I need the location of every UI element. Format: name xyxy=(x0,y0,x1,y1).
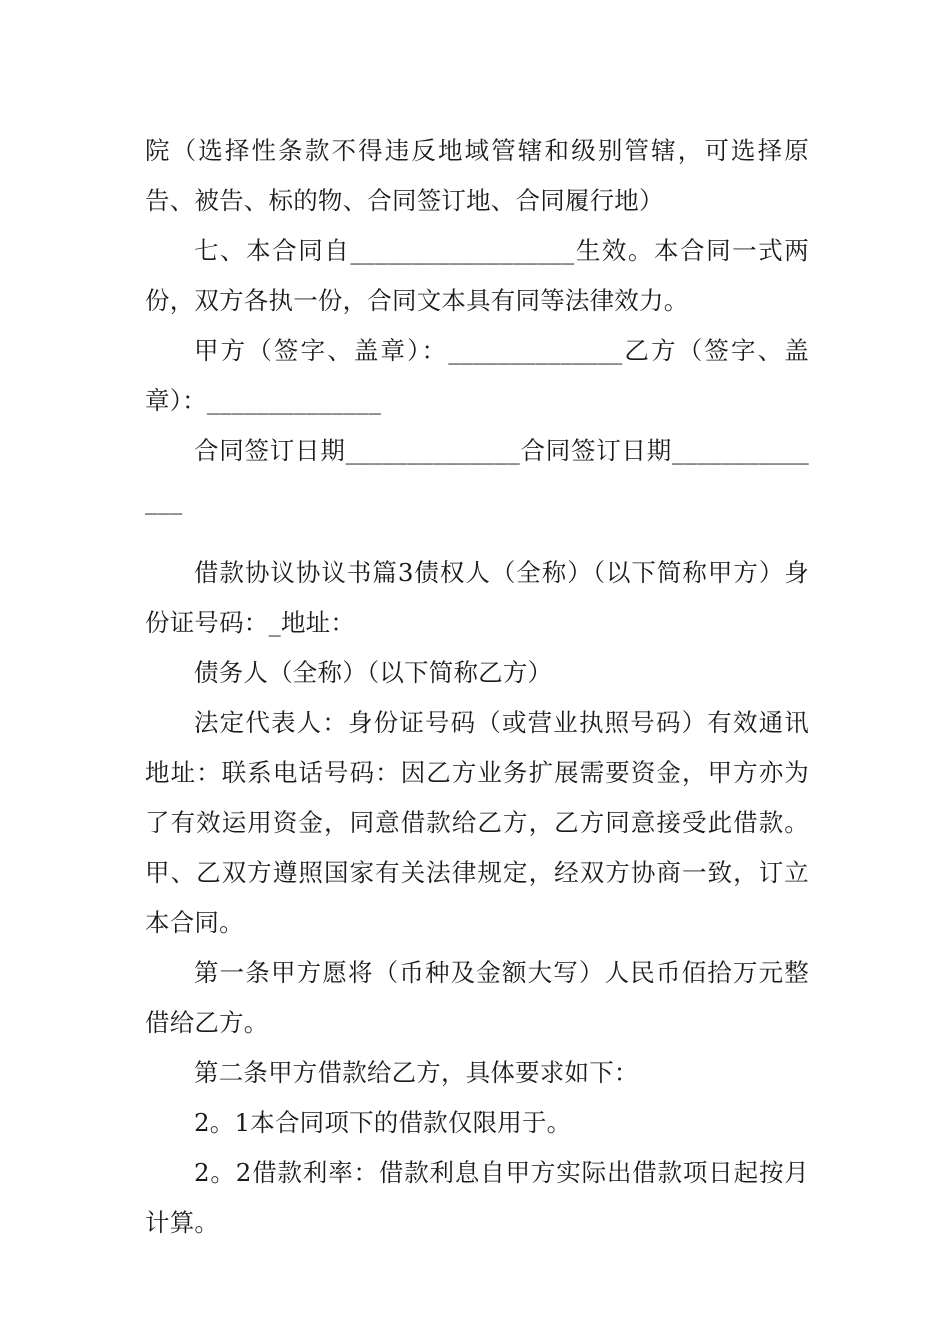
paragraph-item-2-1: 2。1本合同项下的借款仅限用于。 xyxy=(194,1108,572,1137)
paragraph-item-2-2: 2。2借款利率：借款利息自甲方实际出借款项日起按月计算。 xyxy=(145,1158,809,1237)
paragraph-creditor: 借款协议协议书篇3债权人（全称）（以下简称甲方）身份证号码：_地址： xyxy=(145,558,809,637)
paragraph-article-one: 第一条甲方愿将（币种及金额大写）人民币佰拾万元整借给乙方。 xyxy=(145,958,809,1037)
paragraph-signatures: 甲方（签字、盖章）：______________乙方（签字、盖章）：______________ xyxy=(145,336,809,415)
paragraph-clause-seven: 七、本合同自__________________生效。本合同一式两份，双方各执一份，合同文本具有同等法律效力。 xyxy=(145,236,809,315)
paragraph-legal-representative: 法定代表人：身份证号码（或营业执照号码）有效通讯地址：联系电话号码：因乙方业务扩展需要资金，甲方亦为了有效运用资金，同意借款给乙方，乙方同意接受此借款。甲、乙双方遵照国家有关法律规定，经双方协商一致，订立本合同。 xyxy=(145,708,809,937)
paragraph-article-two: 第二条甲方借款给乙方，具体要求如下： xyxy=(194,1058,639,1087)
paragraph-signing-date: 合同签订日期______________合同签订日期______________ xyxy=(145,436,809,515)
document-body xyxy=(145,126,809,1248)
paragraph-debtor: 债务人（全称）（以下简称乙方） xyxy=(194,658,553,687)
paragraph-jurisdiction-note: 院（选择性条款不得违反地域管辖和级别管辖，可选择原告、被告、标的物、合同签订地、合同履行地） xyxy=(145,136,809,215)
